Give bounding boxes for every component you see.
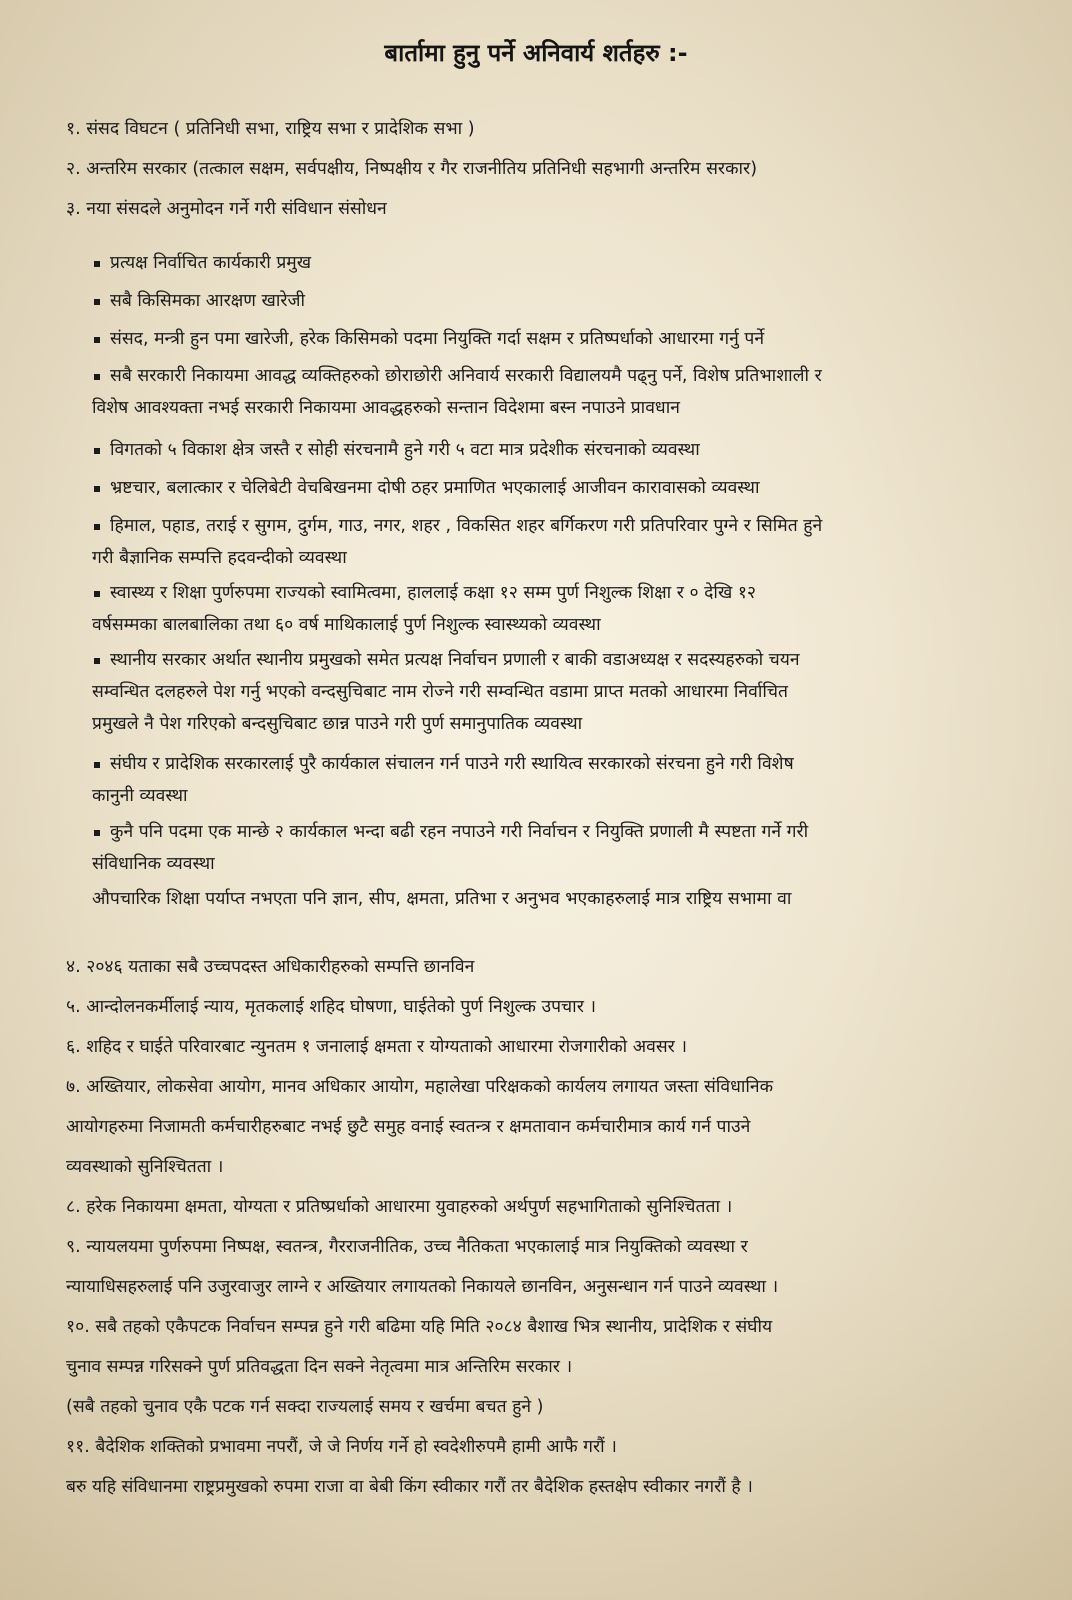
- bullet-marker: [94, 591, 100, 597]
- bullet-marker: [94, 486, 100, 492]
- sub-point-line: सम्वन्धित दलहरुले पेश गर्नु भएको वन्दसुचिबाट नाम रोज्ने गरी सम्वन्धित वडामा प्राप्त मतको आधारमा निर्वाचित: [92, 682, 789, 702]
- sub-point-line: विशेष आवश्यक्ता नभई सरकारी निकायमा आवद्धहरुको सन्तान विदेशमा बस्न नपाउने प्रावधान: [92, 398, 680, 418]
- demand-item: बरु यहि संविधानमा राष्ट्रप्रमुखको रुपमा राजा वा बेबी किंग स्वीकार गरौं तर बैदेशिक हस्तक्षेप स्वीकार नगरौं है ।: [66, 1477, 753, 1497]
- sub-point-line: कुनै पनि पदमा एक मान्छे २ कार्यकाल भन्दा बढी रहन नपाउने गरी निर्वाचन र नियुक्ति प्रणाली मै स्पष्टता गर्ने गरी: [110, 822, 809, 842]
- sub-point-line: विगतको ५ विकाश क्षेत्र जस्तै र सोही संरचनामै हुने गरी ५ वटा मात्र प्रदेशीक संरचनाको व्यवस्था: [110, 440, 700, 460]
- bullet-marker: [94, 337, 100, 343]
- bullet-marker: [94, 830, 100, 836]
- sub-point-line: सबै सरकारी निकायमा आवद्ध व्यक्तिहरुको छोराछोरी अनिवार्य सरकारी विद्यालयमै पढ्नु पर्ने, विशेष प्रतिभाशाली र: [110, 366, 822, 386]
- sub-note: औपचारिक शिक्षा पर्याप्त नभएता पनि ज्ञान, सीप, क्षमता, प्रतिभा र अनुभव भएकाहरुलाई मात्र राष्ट्रिय सभामा वा: [92, 889, 792, 909]
- demand-item: ११. बैदेशिक शक्तिको प्रभावमा नपरौं, जे जे निर्णय गर्ने हो स्वदेशीरुपमै हामी आफै गरौं ।: [66, 1437, 617, 1457]
- demand-item: ६. शहिद र घाईते परिवारबाट न्युनतम १ जनालाई क्षमता र योग्यताको आधारमा रोजगारीको अवसर ।: [66, 1037, 688, 1057]
- sub-point-line: संविधानिक व्यवस्था: [92, 854, 215, 874]
- bullet-marker: [94, 762, 100, 768]
- demand-item: १०. सबै तहको एकैपटक निर्वाचन सम्पन्न हुने गरी बढिमा यहि मिति २०८४ बैशाख भित्र स्थानीय, प्रादेशिक र संघीय: [66, 1317, 773, 1337]
- sub-point-line: गरी बैज्ञानिक सम्पत्ति हदवन्दीको व्यवस्था: [92, 548, 347, 568]
- sub-point-line: सबै किसिमका आरक्षण खारेजी: [110, 291, 306, 311]
- bullet-marker: [94, 524, 100, 530]
- demand-item: ७. अख्तियार, लोकसेवा आयोग, मानव अधिकार आयोग, महालेखा परिक्षकको कार्यलय लगायत जस्ता संविधानिक: [66, 1077, 774, 1097]
- sub-point-line: संघीय र प्रादेशिक सरकारलाई पुरै कार्यकाल संचालन गर्न पाउने गरी स्थायित्व सरकारको संरचना हुने गरी विशेष: [110, 754, 794, 774]
- sub-point-line: संसद, मन्त्री हुन पमा खारेजी, हरेक किसिमको पदमा नियुक्ति गर्दा सक्षम र प्रतिष्पर्धाको आधारमा गर्नु पर्ने: [110, 329, 765, 349]
- demand-item: २. अन्तरिम सरकार (तत्काल सक्षम, सर्वपक्षीय, निष्पक्षीय र गैर राजनीतिय प्रतिनिधी सहभागी अन्तरिम सरकार): [66, 159, 758, 179]
- demand-item: व्यवस्थाको सुनिश्चितता ।: [66, 1157, 224, 1177]
- demand-item: न्यायाधिसहरुलाई पनि उजुरवाजुर लाग्ने र अख्तियार लगायतको निकायले छानविन, अनुसन्धान गर्न पाउने व्यवस्था ।: [66, 1277, 779, 1297]
- demand-item: (सबै तहको चुनाव एकै पटक गर्न सक्दा राज्यलाई समय र खर्चमा बचत हुने ): [66, 1397, 544, 1417]
- bullet-marker: [94, 658, 100, 664]
- sub-point-line: हिमाल, पहाड, तराई र सुगम, दुर्गम, गाउ, नगर, शहर , विकसित शहर बर्गिकरण गरी प्रतिपरिवार पुग्ने र सिमित हुने: [110, 516, 823, 536]
- bullet-marker: [94, 299, 100, 305]
- sub-point-line: स्थानीय सरकार अर्थात स्थानीय प्रमुखको समेत प्रत्यक्ष निर्वाचन प्रणाली र बाकी वडाअध्यक्ष र सदस्यहरुको चयन: [110, 650, 800, 670]
- sub-point-line: भ्रष्टचार, बलात्कार र चेलिबेटी वेचबिखनमा दोषी ठहर प्रमाणित भएकालाई आजीवन कारावासको व्यवस्था: [110, 478, 760, 498]
- page-title: बार्तामा हुनु पर्ने अनिवार्य शर्तहरु :-: [384, 39, 688, 67]
- demand-item: ५. आन्दोलनकर्मीलाई न्याय, मृतकलाई शहिद घोषणा, घाईतेको पुर्ण निशुल्क उपचार ।: [66, 997, 597, 1017]
- demand-item: ८. हरेक निकायमा क्षमता, योग्यता र प्रतिष्प्रर्धाको आधारमा युवाहरुको अर्थपुर्ण सहभागिताको सुनिश्चितता ।: [66, 1197, 733, 1217]
- demand-item: ३. नया संसदले अनुमोदन गर्ने गरी संविधान संसोधन: [66, 199, 387, 219]
- demand-item: आयोगहरुमा निजामती कर्मचारीहरुबाट नभई छुटै समुह वनाई स्वतन्त्र र क्षमतावान कर्मचारीमात्र कार्य गर्न पाउने: [66, 1117, 751, 1137]
- demand-item: ४. २०४६ यताका सबै उच्चपदस्त अधिकारीहरुको सम्पत्ति छानविन: [66, 957, 475, 977]
- bullet-marker: [94, 374, 100, 380]
- demand-item: ९. न्यायलयमा पुर्णरुपमा निष्पक्ष, स्वतन्त्र, गैरराजनीतिक, उच्च नैतिकता भएकालाई मात्र नियुक्तिको व्यवस्था र: [66, 1237, 748, 1257]
- demand-item: चुनाव सम्पन्न गरिसक्ने पुर्ण प्रतिवद्धता दिन सक्ने नेतृत्वमा मात्र अन्तिरिम सरकार ।: [66, 1357, 573, 1377]
- sub-point-line: वर्षसम्मका बालबालिका तथा ६० वर्ष माथिकालाई पुर्ण निशुल्क स्वास्थ्यको व्यवस्था: [92, 615, 601, 635]
- sub-point-line: प्रमुखले नै पेश गरिएको बन्दसुचिबाट छान्न पाउने गरी पुर्ण समानुपातिक व्यवस्था: [92, 714, 583, 734]
- bullet-marker: [94, 448, 100, 454]
- demand-item: १. संसद विघटन ( प्रतिनिधी सभा, राष्ट्रिय सभा र प्रादेशिक सभा ): [66, 119, 475, 139]
- sub-point-line: कानुनी व्यवस्था: [92, 786, 188, 806]
- sub-point-line: स्वास्थ्य र शिक्षा पुर्णरुपमा राज्यको स्वामित्वमा, हाललाई कक्षा १२ सम्म पुर्ण निशुल्क शिक्षा र ० देखि १२: [110, 583, 757, 603]
- sub-point-line: प्रत्यक्ष निर्वाचित कार्यकारी प्रमुख: [110, 253, 312, 273]
- bullet-marker: [94, 261, 100, 267]
